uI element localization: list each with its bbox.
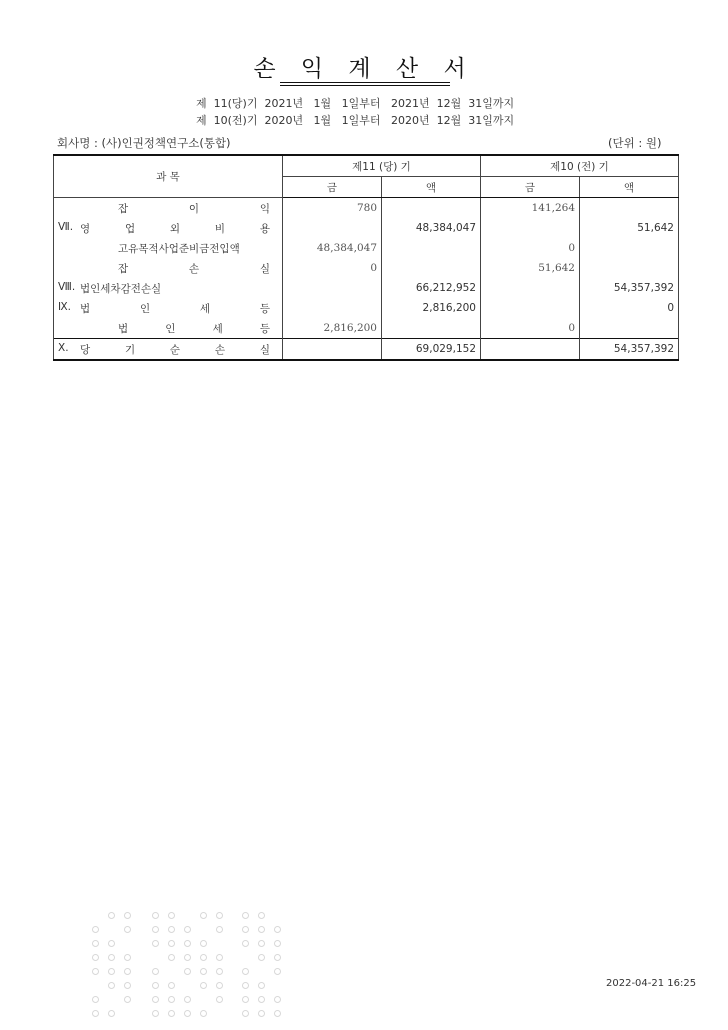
watermark-dot	[216, 926, 223, 933]
watermark-dot	[258, 982, 265, 989]
watermark-dot	[152, 968, 159, 975]
current-total-amount: 48,384,047	[382, 218, 481, 238]
watermark-dot	[124, 996, 131, 1003]
prior-detail-amount: 0	[481, 318, 580, 339]
account-number: Ⅶ.	[58, 220, 74, 233]
prior-total-amount: 54,357,392	[580, 278, 679, 298]
account-label: 법인세차감전손실	[80, 282, 162, 295]
table-row	[54, 318, 679, 339]
current-detail-amount	[283, 298, 382, 318]
watermark-dot	[184, 1010, 191, 1017]
current-total-amount: 66,212,952	[382, 278, 481, 298]
header-current-period: 제11 (당) 기	[283, 155, 481, 177]
prior-detail-amount	[481, 339, 580, 361]
prior-total-amount	[580, 258, 679, 278]
watermark-dot	[216, 954, 223, 961]
watermark-dot	[108, 968, 115, 975]
account-number: Ⅷ.	[58, 280, 76, 293]
watermark-dot	[274, 954, 281, 961]
current-detail-amount	[283, 339, 382, 361]
watermark-dot	[108, 912, 115, 919]
current-detail-amount: 0	[283, 258, 382, 278]
company-name: 회사명 : (사)인권정책연구소(통합)	[57, 136, 231, 150]
account-cell	[54, 318, 283, 339]
current-detail-amount: 48,384,047	[283, 238, 382, 258]
watermark-dot	[108, 982, 115, 989]
header-amount-prior-2: 액	[580, 177, 679, 198]
watermark-dot	[108, 954, 115, 961]
watermark-dot	[200, 912, 207, 919]
prior-detail-amount	[481, 218, 580, 238]
watermark-dot	[184, 926, 191, 933]
prior-detail-amount: 51,642	[481, 258, 580, 278]
account-number: Ⅸ.	[58, 300, 71, 313]
watermark-dot	[242, 968, 249, 975]
period-current: 제 11(당)기 2021년 1월 1일부터 2021년 12월 31일까지	[196, 97, 515, 110]
watermark-dot	[124, 982, 131, 989]
header-prior-period: 제10 (전) 기	[481, 155, 679, 177]
watermark-dot	[184, 940, 191, 947]
watermark-dot	[216, 912, 223, 919]
watermark-dot	[168, 996, 175, 1003]
period-prior: 제 10(전)기 2020년 1월 1일부터 2020년 12월 31일까지	[196, 114, 515, 127]
watermark-dot	[184, 968, 191, 975]
header-amount-current-1: 금	[283, 177, 382, 198]
watermark-dot	[168, 982, 175, 989]
title-underline	[280, 82, 450, 83]
watermark-dot	[168, 1010, 175, 1017]
account-cell	[54, 298, 283, 318]
watermark-dot	[184, 996, 191, 1003]
watermark-dot	[216, 968, 223, 975]
watermark-dot	[152, 940, 159, 947]
watermark-dot	[92, 996, 99, 1003]
prior-detail-amount	[481, 298, 580, 318]
watermark-dot	[242, 940, 249, 947]
table-row	[54, 258, 679, 278]
watermark-dot	[274, 926, 281, 933]
watermark-dot	[242, 982, 249, 989]
prior-total-amount	[580, 238, 679, 258]
watermark-dot	[152, 926, 159, 933]
header-amount-prior-1: 금	[481, 177, 580, 198]
watermark-dot	[92, 954, 99, 961]
watermark-dot	[184, 954, 191, 961]
account-label: 영 업 외 비 용	[80, 222, 270, 235]
table-body	[54, 198, 679, 361]
prior-detail-amount: 141,264	[481, 198, 580, 219]
current-detail-amount: 780	[283, 198, 382, 219]
account-label: 잡 이 익	[118, 202, 270, 215]
prior-total-amount: 54,357,392	[580, 339, 679, 361]
watermark-dot	[124, 968, 131, 975]
account-cell	[54, 278, 283, 298]
prior-total-amount: 51,642	[580, 218, 679, 238]
watermark-dot	[274, 996, 281, 1003]
current-total-amount	[382, 238, 481, 258]
print-timestamp: 2022-04-21 16:25	[606, 978, 697, 989]
current-total-amount	[382, 198, 481, 219]
account-cell	[54, 198, 283, 219]
table-row	[54, 278, 679, 298]
current-detail-amount	[283, 278, 382, 298]
watermark-dot	[92, 968, 99, 975]
watermark-dot	[258, 926, 265, 933]
watermark-dot	[200, 982, 207, 989]
watermark-dot	[200, 954, 207, 961]
watermark-dot	[168, 912, 175, 919]
watermark-dot	[200, 940, 207, 947]
watermark-dot	[108, 940, 115, 947]
watermark-dot	[216, 982, 223, 989]
watermark-dot	[92, 926, 99, 933]
current-detail-amount	[283, 218, 382, 238]
watermark-dot	[168, 940, 175, 947]
prior-detail-amount: 0	[481, 238, 580, 258]
account-cell	[54, 238, 283, 258]
table-row	[54, 238, 679, 258]
table-row	[54, 218, 679, 238]
account-label: 당 기 순 손 실	[80, 343, 270, 356]
watermark-dot	[258, 912, 265, 919]
watermark-dot	[274, 940, 281, 947]
unit-label: (단위 : 원)	[608, 136, 662, 150]
watermark-dot	[258, 996, 265, 1003]
current-detail-amount: 2,816,200	[283, 318, 382, 339]
watermark-dot	[152, 912, 159, 919]
watermark-dot	[92, 940, 99, 947]
watermark-dot	[152, 1010, 159, 1017]
account-label: 고유목적사업준비금전입액	[118, 242, 240, 255]
watermark-dot	[258, 954, 265, 961]
watermark-dot	[242, 926, 249, 933]
watermark-dot	[258, 940, 265, 947]
account-cell	[54, 339, 283, 361]
watermark-dot	[242, 1010, 249, 1017]
watermark-dot	[242, 996, 249, 1003]
prior-total-amount	[580, 318, 679, 339]
watermark-dot	[274, 1010, 281, 1017]
current-total-amount: 69,029,152	[382, 339, 481, 361]
watermark-dot	[124, 954, 131, 961]
table-row	[54, 198, 679, 219]
watermark-dot	[152, 996, 159, 1003]
watermark-dots	[92, 912, 282, 1022]
table-row	[54, 298, 679, 318]
prior-detail-amount	[481, 278, 580, 298]
watermark-dot	[258, 1010, 265, 1017]
header-amount-current-2: 액	[382, 177, 481, 198]
watermark-dot	[92, 1010, 99, 1017]
watermark-dot	[168, 926, 175, 933]
title-underline-2	[280, 85, 450, 86]
account-label: 법 인 세 등	[118, 322, 270, 335]
watermark-dot	[108, 1010, 115, 1017]
header-account: 과 목	[54, 155, 283, 198]
watermark-dot	[200, 1010, 207, 1017]
watermark-dot	[200, 968, 207, 975]
current-total-amount	[382, 258, 481, 278]
account-cell	[54, 218, 283, 238]
watermark-dot	[152, 982, 159, 989]
account-label: 법 인 세 등	[80, 302, 270, 315]
watermark-dot	[124, 912, 131, 919]
watermark-dot	[168, 954, 175, 961]
account-label: 잡 손 실	[118, 262, 270, 275]
watermark-dot	[274, 968, 281, 975]
watermark-dot	[242, 912, 249, 919]
current-total-amount: 2,816,200	[382, 298, 481, 318]
table-row	[54, 339, 679, 361]
prior-total-amount: 0	[580, 298, 679, 318]
current-total-amount	[382, 318, 481, 339]
prior-total-amount	[580, 198, 679, 219]
watermark-dot	[124, 926, 131, 933]
income-statement-table	[53, 154, 679, 361]
account-number: Ⅹ.	[58, 341, 69, 354]
document-title: 손 익 계 산 서	[253, 56, 475, 82]
account-cell	[54, 258, 283, 278]
watermark-dot	[216, 996, 223, 1003]
